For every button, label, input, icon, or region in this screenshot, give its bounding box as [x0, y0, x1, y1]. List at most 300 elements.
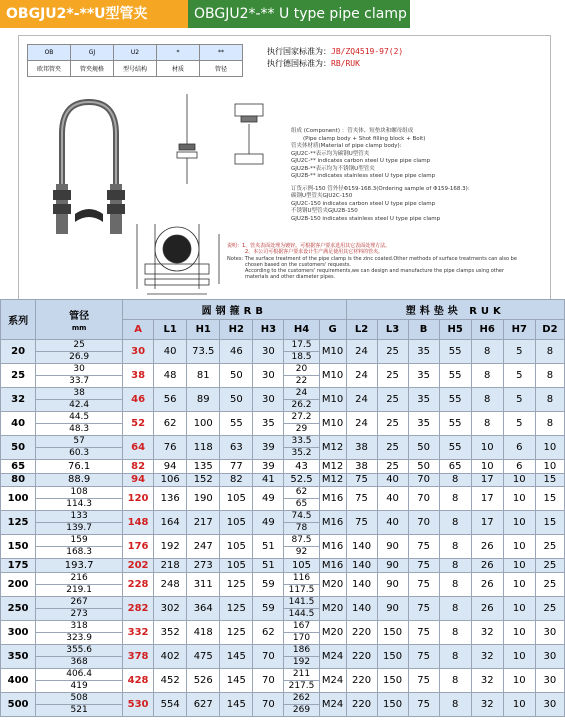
cell-l2: 220 — [346, 692, 377, 716]
cell-h2: 46 — [220, 340, 253, 364]
cell-l1: 218 — [154, 559, 187, 573]
table-row — [1, 559, 565, 573]
cell-h6: 10 — [471, 436, 503, 460]
h4-cell: 105 — [284, 559, 319, 573]
cell-h5: 8 — [439, 692, 471, 716]
series-cell: 25 — [1, 364, 36, 388]
column-header: L2 — [346, 320, 377, 340]
diameter-value: 33.7 — [36, 375, 122, 387]
cell-h1: 118 — [187, 436, 220, 460]
diameter-unit: mm — [71, 323, 87, 332]
diameter-value: 60.3 — [36, 447, 122, 459]
cell-h6: 8 — [471, 340, 503, 364]
diameter-value: 323.9 — [36, 632, 122, 644]
diameter-value: 139.7 — [36, 522, 122, 534]
cell-h1: 273 — [187, 559, 220, 573]
cell-a: 176 — [123, 535, 154, 559]
cell-h1: 364 — [187, 596, 220, 620]
cell-a: 94 — [123, 473, 154, 487]
cell-l2: 24 — [346, 364, 377, 388]
cell-a: 228 — [123, 572, 154, 596]
diameter-cell — [36, 388, 123, 412]
cell-b: 35 — [408, 340, 439, 364]
comp-line: GJU2C-** indicates carbon steel U type pipe clamp — [291, 158, 431, 164]
cell-h2: 145 — [220, 668, 253, 692]
cell-d2: 15 — [535, 487, 564, 511]
cell-h6: 8 — [471, 364, 503, 388]
cell-h6: 17 — [471, 487, 503, 511]
cell-h5: 8 — [439, 559, 471, 573]
cell-l1: 402 — [154, 644, 187, 668]
table-row — [1, 572, 565, 596]
comp-line: GJU2B-** indicates stainless steel U type pipe clamp — [291, 173, 436, 179]
cell-l2: 38 — [346, 460, 377, 474]
column-header: H2 — [220, 320, 253, 340]
cell-a: 82 — [123, 460, 154, 474]
diameter-value: 508 — [70, 692, 88, 703]
cell-g: M10 — [319, 388, 346, 412]
cell-h3: 49 — [253, 511, 284, 535]
h4-value: 65 — [284, 498, 318, 510]
column-header: L1 — [154, 320, 187, 340]
series-cell: 20 — [1, 340, 36, 364]
cell-h7: 10 — [503, 572, 535, 596]
cell-d2: 10 — [535, 436, 564, 460]
h4-value: 35.2 — [284, 447, 318, 459]
cell-h2: 125 — [220, 572, 253, 596]
code-desc: 材质 — [157, 61, 200, 77]
cell-h6: 8 — [471, 388, 503, 412]
cell-h7: 10 — [503, 644, 535, 668]
cell-h7: 10 — [503, 487, 535, 511]
column-header: H6 — [471, 320, 503, 340]
cell-a: 202 — [123, 559, 154, 573]
code-desc: 管径 — [200, 61, 243, 77]
cell-l3: 150 — [377, 620, 408, 644]
cell-h5: 55 — [439, 412, 471, 436]
h4-cell — [284, 487, 319, 511]
column-header: H7 — [503, 320, 535, 340]
cell-b: 75 — [408, 620, 439, 644]
cell-l3: 25 — [377, 460, 408, 474]
diameter-value: 57 — [73, 436, 85, 446]
cell-l3: 150 — [377, 644, 408, 668]
cell-h3: 70 — [253, 692, 284, 716]
cell-h1: 311 — [187, 572, 220, 596]
h4-value: 78 — [284, 522, 318, 534]
cell-a: 38 — [123, 364, 154, 388]
order-line: GJU2C-150 indicates carbon steel U type pipe clamp — [291, 200, 436, 207]
cell-h1: 627 — [187, 692, 220, 716]
diameter-value: 318 — [70, 620, 88, 631]
cell-g: M10 — [319, 364, 346, 388]
cell-b: 75 — [408, 692, 439, 716]
cell-h3: 51 — [253, 559, 284, 573]
cell-l3: 40 — [377, 473, 408, 487]
table-row — [1, 535, 565, 559]
diameter-cell — [36, 692, 123, 716]
diameter-value: 267 — [70, 596, 88, 607]
cell-h1: 526 — [187, 668, 220, 692]
cell-d2: 10 — [535, 460, 564, 474]
cell-a: 378 — [123, 644, 154, 668]
cell-h3: 39 — [253, 436, 284, 460]
cell-h2: 50 — [220, 364, 253, 388]
cell-h5: 8 — [439, 596, 471, 620]
comp-line: 管夹体材质(Material of pipe clamp body): — [291, 143, 402, 149]
h4-cell — [284, 668, 319, 692]
cell-h6: 32 — [471, 644, 503, 668]
side-view-drawing — [177, 94, 263, 184]
diameter-value: 273 — [36, 608, 122, 620]
table-row — [1, 436, 565, 460]
cell-h6: 26 — [471, 559, 503, 573]
cell-h1: 190 — [187, 487, 220, 511]
h4-value: 192 — [284, 656, 318, 668]
cell-l2: 140 — [346, 559, 377, 573]
h4-cell — [284, 364, 319, 388]
cell-l1: 62 — [154, 412, 187, 436]
cell-h7: 6 — [503, 460, 535, 474]
cell-h1: 152 — [187, 473, 220, 487]
diameter-value: 133 — [70, 511, 88, 521]
cell-h6: 26 — [471, 596, 503, 620]
code-cell: * — [157, 45, 200, 61]
cell-g: M20 — [319, 572, 346, 596]
code-desc: 欧邦管夹 — [28, 61, 71, 77]
cell-d2: 8 — [535, 388, 564, 412]
cell-l3: 90 — [377, 572, 408, 596]
series-cell: 250 — [1, 596, 36, 620]
cell-h3: 59 — [253, 596, 284, 620]
table-row — [1, 511, 565, 535]
national-value: JB/ZQ4519-97(2) — [331, 47, 404, 56]
cell-h2: 63 — [220, 436, 253, 460]
diameter-value: 48.3 — [36, 423, 122, 435]
cell-h3: 62 — [253, 620, 284, 644]
cell-d2: 25 — [535, 596, 564, 620]
diameter-cell — [36, 364, 123, 388]
cell-b: 75 — [408, 572, 439, 596]
code-desc: 管夹规格 — [71, 61, 114, 77]
cell-l3: 40 — [377, 511, 408, 535]
cell-h7: 10 — [503, 620, 535, 644]
series-header: 系列 — [1, 300, 36, 340]
diameter-cell — [36, 340, 123, 364]
cell-l2: 75 — [346, 487, 377, 511]
cell-l1: 40 — [154, 340, 187, 364]
front-view-drawing — [137, 224, 219, 294]
h4-value: 22 — [284, 375, 318, 387]
note-line: 2、本公司可根据客户要求设计生产满足使用其它材料的管夹。 — [245, 249, 384, 256]
h4-cell — [284, 572, 319, 596]
standards — [267, 46, 403, 70]
diameter-cell: 88.9 — [36, 473, 123, 487]
note-line: Notes: The surface treatment of the pipe clamp is the zinc coated.Other methods of surface treatments can also be — [227, 255, 517, 262]
h4-cell — [284, 511, 319, 535]
cell-g: M16 — [319, 511, 346, 535]
cell-l2: 24 — [346, 388, 377, 412]
cell-d2: 15 — [535, 511, 564, 535]
series-cell: 500 — [1, 692, 36, 716]
series-cell: 80 — [1, 473, 36, 487]
diameter-cell — [36, 487, 123, 511]
table-row — [1, 644, 565, 668]
group-ruk-header: 塑料垫块 RUK — [346, 300, 564, 320]
cell-h3: 59 — [253, 572, 284, 596]
cell-b: 35 — [408, 388, 439, 412]
series-cell: 150 — [1, 535, 36, 559]
cell-g: M20 — [319, 596, 346, 620]
table-row — [1, 412, 565, 436]
column-header: B — [408, 320, 439, 340]
cell-b: 35 — [408, 412, 439, 436]
diameter-label: 管径 — [69, 310, 90, 322]
cell-l2: 140 — [346, 596, 377, 620]
cell-h6: 17 — [471, 511, 503, 535]
cell-h2: 82 — [220, 473, 253, 487]
cell-h5: 8 — [439, 644, 471, 668]
column-header: H1 — [187, 320, 220, 340]
diameter-cell — [36, 596, 123, 620]
code-cell: ** — [200, 45, 243, 61]
cell-l1: 452 — [154, 668, 187, 692]
cell-h3: 49 — [253, 487, 284, 511]
h4-value: 29 — [284, 423, 318, 435]
diameter-value: 25 — [73, 340, 85, 350]
cell-g: M10 — [319, 412, 346, 436]
cell-l3: 90 — [377, 596, 408, 620]
cell-h1: 475 — [187, 644, 220, 668]
table-row — [1, 668, 565, 692]
title-cn: OBGJU2*-**U型管夹 — [0, 0, 188, 28]
diameter-value: 406.4 — [66, 668, 92, 679]
table-row — [1, 692, 565, 716]
note-line: materials and other diameter pipes. — [245, 274, 336, 281]
h4-value: 116 — [292, 572, 311, 583]
h4-cell — [284, 436, 319, 460]
order-line: 订货示例-150 管外径Φ159-168.3(Ordering sample of Φ159-168.3): — [291, 185, 470, 192]
cell-h3: 35 — [253, 412, 284, 436]
diameter-cell: 193.7 — [36, 559, 123, 573]
h4-cell — [284, 340, 319, 364]
column-header: A — [123, 320, 154, 340]
cell-h5: 55 — [439, 388, 471, 412]
diameter-cell — [36, 511, 123, 535]
h4-value: 269 — [284, 704, 318, 716]
cell-d2: 30 — [535, 668, 564, 692]
diameter-cell — [36, 668, 123, 692]
cell-l2: 24 — [346, 340, 377, 364]
series-cell: 400 — [1, 668, 36, 692]
cell-g: M16 — [319, 487, 346, 511]
cell-b: 35 — [408, 364, 439, 388]
h4-cell — [284, 412, 319, 436]
cell-d2: 15 — [535, 473, 564, 487]
cell-h2: 125 — [220, 620, 253, 644]
series-cell: 50 — [1, 436, 36, 460]
cell-l2: 220 — [346, 620, 377, 644]
cell-l3: 150 — [377, 668, 408, 692]
series-cell: 40 — [1, 412, 36, 436]
column-header: H3 — [253, 320, 284, 340]
cell-a: 282 — [123, 596, 154, 620]
cell-l1: 136 — [154, 487, 187, 511]
cell-b: 50 — [408, 460, 439, 474]
cell-h3: 41 — [253, 473, 284, 487]
h4-value: 141.5 — [288, 596, 315, 607]
cell-h6: 32 — [471, 692, 503, 716]
code-cell: GJ — [71, 45, 114, 61]
cell-l2: 140 — [346, 572, 377, 596]
cell-g: M16 — [319, 559, 346, 573]
table-row — [1, 460, 565, 474]
cell-h6: 26 — [471, 535, 503, 559]
diameter-value: 168.3 — [36, 546, 122, 558]
diameter-value: 355.6 — [66, 644, 92, 655]
cell-g: M12 — [319, 473, 346, 487]
comp-line: 组成 (Component) ：管夹体、短垫块和螺母组成 — [291, 128, 414, 134]
h4-value: 167 — [292, 620, 311, 631]
note-line: According to the customers' requirements,we can design and manufacture the pipe clamps using other — [245, 268, 505, 275]
cell-h6: 8 — [471, 412, 503, 436]
diameter-cell — [36, 620, 123, 644]
column-header: D2 — [535, 320, 564, 340]
cell-h3: 30 — [253, 388, 284, 412]
comp-line: GJU2C-**表示均为碳钢U型管夹 — [291, 150, 370, 157]
cell-h2: 105 — [220, 511, 253, 535]
diameter-value: 30 — [73, 364, 85, 374]
diameter-cell — [36, 412, 123, 436]
cell-b: 75 — [408, 668, 439, 692]
title-en: OBGJU2*-** U type pipe clamp — [188, 0, 410, 28]
cell-h1: 100 — [187, 412, 220, 436]
order-line: GJU2B-150 indicates stainless steel U type pipe clamp — [291, 215, 441, 222]
cell-a: 64 — [123, 436, 154, 460]
cell-l1: 302 — [154, 596, 187, 620]
cell-h2: 125 — [220, 596, 253, 620]
code-cell: OB — [28, 45, 71, 61]
cell-h7: 10 — [503, 692, 535, 716]
table-row — [1, 388, 565, 412]
series-cell: 125 — [1, 511, 36, 535]
series-cell: 100 — [1, 487, 36, 511]
cell-l2: 24 — [346, 412, 377, 436]
cell-a: 52 — [123, 412, 154, 436]
cell-g: M12 — [319, 460, 346, 474]
diameter-value: 38 — [73, 388, 85, 398]
cell-h5: 55 — [439, 436, 471, 460]
h4-cell — [284, 692, 319, 716]
spec-table — [0, 299, 565, 717]
cell-b: 75 — [408, 535, 439, 559]
series-cell: 175 — [1, 559, 36, 573]
diameter-cell: 76.1 — [36, 460, 123, 474]
cell-h7: 10 — [503, 535, 535, 559]
cell-l3: 25 — [377, 412, 408, 436]
cell-l2: 220 — [346, 668, 377, 692]
order-line: 不锈钢U型管夹GJU2B-150 — [291, 208, 358, 214]
cell-l3: 25 — [377, 364, 408, 388]
cell-h7: 5 — [503, 388, 535, 412]
cell-h7: 5 — [503, 412, 535, 436]
diameter-value: 419 — [36, 680, 122, 692]
german-label: 执行德国标准为： — [267, 59, 331, 68]
cell-h1: 135 — [187, 460, 220, 474]
cell-h2: 105 — [220, 487, 253, 511]
h4-value: 92 — [284, 546, 318, 558]
cell-h5: 8 — [439, 620, 471, 644]
cell-a: 332 — [123, 620, 154, 644]
cell-a: 428 — [123, 668, 154, 692]
cell-l1: 76 — [154, 436, 187, 460]
cell-b: 70 — [408, 473, 439, 487]
cell-l2: 75 — [346, 473, 377, 487]
cell-h6: 10 — [471, 460, 503, 474]
cell-g: M16 — [319, 535, 346, 559]
h4-cell — [284, 620, 319, 644]
cell-h7: 10 — [503, 668, 535, 692]
cell-b: 70 — [408, 511, 439, 535]
h4-cell: 43 — [284, 460, 319, 474]
h4-value: 144.5 — [284, 608, 318, 620]
order-line: 碳钢U型管夹GJU2C-150 — [291, 193, 353, 199]
h4-value: 20 — [295, 364, 308, 374]
cell-h2: 55 — [220, 412, 253, 436]
diameter-value: 216 — [70, 572, 88, 583]
cell-l1: 56 — [154, 388, 187, 412]
cell-h5: 55 — [439, 340, 471, 364]
cell-h7: 5 — [503, 364, 535, 388]
info-panel — [18, 35, 551, 300]
group-rb-header: 圆钢箍RB — [123, 300, 346, 320]
cell-l3: 90 — [377, 535, 408, 559]
cell-d2: 8 — [535, 340, 564, 364]
h4-value: 217.5 — [284, 680, 318, 692]
series-cell: 300 — [1, 620, 36, 644]
h4-value: 87.5 — [291, 535, 312, 545]
cell-h5: 8 — [439, 473, 471, 487]
cell-d2: 30 — [535, 692, 564, 716]
cell-h7: 10 — [503, 559, 535, 573]
h4-cell — [284, 644, 319, 668]
h4-value: 62 — [295, 487, 308, 497]
cell-a: 148 — [123, 511, 154, 535]
cell-h2: 77 — [220, 460, 253, 474]
table-row — [1, 340, 565, 364]
cell-d2: 25 — [535, 559, 564, 573]
code-table — [27, 44, 243, 77]
series-cell: 200 — [1, 572, 36, 596]
cell-l3: 90 — [377, 559, 408, 573]
cell-h7: 10 — [503, 511, 535, 535]
header — [0, 0, 565, 28]
h4-value: 33.5 — [291, 436, 312, 446]
h4-value: 262 — [292, 692, 311, 703]
h4-cell: 52.5 — [284, 473, 319, 487]
cell-h7: 10 — [503, 473, 535, 487]
column-header: L3 — [377, 320, 408, 340]
diameter-value: 521 — [36, 704, 122, 716]
table-row — [1, 364, 565, 388]
cell-h2: 145 — [220, 692, 253, 716]
cell-a: 30 — [123, 340, 154, 364]
cell-g: M12 — [319, 436, 346, 460]
cell-d2: 25 — [535, 572, 564, 596]
cell-h7: 6 — [503, 436, 535, 460]
cell-h5: 8 — [439, 535, 471, 559]
diameter-value: 219.1 — [36, 584, 122, 596]
